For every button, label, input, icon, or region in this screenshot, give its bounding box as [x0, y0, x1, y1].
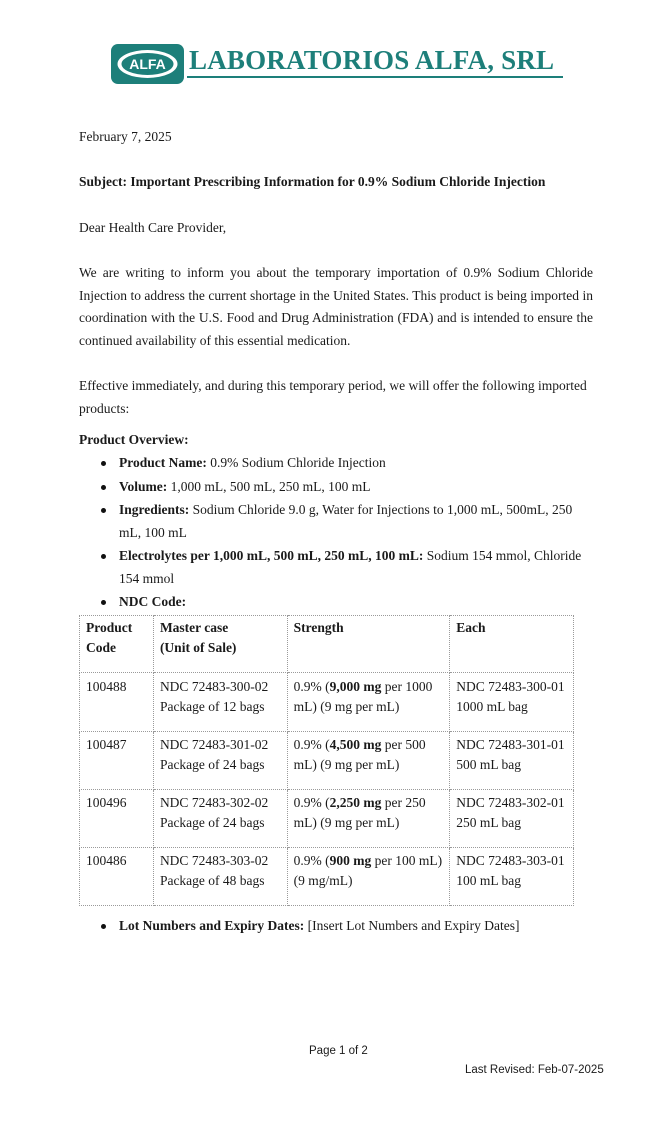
- item-label: Ingredients:: [119, 502, 190, 517]
- bullet-icon: [101, 554, 106, 559]
- cell-product-code: 100486: [80, 848, 154, 906]
- item-label: NDC Code:: [119, 594, 187, 609]
- header-each: Each: [450, 616, 574, 673]
- letter-subject: Subject: Important Prescribing Information for 0.9% Sodium Chloride Injection: [79, 174, 546, 189]
- item-value: 0.9% Sodium Chloride Injection: [206, 455, 386, 470]
- offer-paragraph: Effective immediately, and during this temporary period, we will offer the following imported products:: [79, 378, 587, 416]
- table-header-row: [80, 616, 574, 673]
- cell-master-case: NDC 72483-302-02 Package of 24 bags: [153, 790, 287, 848]
- item-value: [Insert Lot Numbers and Expiry Dates]: [304, 918, 520, 933]
- cell-each: NDC 72483-302-01 250 mL bag: [450, 790, 574, 848]
- item-value: Sodium 154 mmol, Chloride 154 mmol: [119, 548, 582, 586]
- company-header: [111, 44, 566, 88]
- item-label: Electrolytes per 1,000 mL, 500 mL, 250 mL, 100 mL:: [119, 548, 424, 563]
- table-row: [80, 790, 574, 848]
- cell-master-case: NDC 72483-301-02 Package of 24 bags: [153, 732, 287, 790]
- list-item: [79, 545, 593, 590]
- alfa-logo-icon: [111, 44, 184, 84]
- cell-strength: 0.9% (900 mg per 100 mL) (9 mg/mL): [287, 848, 450, 906]
- ndc-table: [79, 615, 574, 906]
- table-row: [80, 848, 574, 906]
- bullet-icon: [101, 461, 106, 466]
- alfa-logo: [111, 44, 184, 84]
- list-item: [79, 915, 593, 938]
- table-row: [80, 673, 574, 732]
- bullet-icon: [101, 924, 106, 929]
- cell-master-case: NDC 72483-303-02 Package of 48 bags: [153, 848, 287, 906]
- item-label: Volume:: [119, 478, 168, 494]
- cell-product-code: 100487: [80, 732, 154, 790]
- item-label: Product Name:: [119, 455, 207, 470]
- lot-list: [79, 915, 593, 939]
- last-revised: Last Revised: Feb-07-2025: [465, 1064, 604, 1076]
- logo-text: ALFA: [129, 56, 166, 72]
- header-underline: [187, 76, 563, 78]
- header-master-case: Master case (Unit of Sale): [153, 616, 287, 673]
- list-item: [79, 476, 593, 499]
- cell-each: NDC 72483-300-01 1000 mL bag: [450, 673, 574, 732]
- company-name: LABORATORIOS ALFA, SRL: [189, 45, 555, 75]
- item-value: 1,000 mL, 500 mL, 250 mL, 100 mL: [167, 478, 371, 494]
- list-item: [79, 452, 593, 475]
- list-item: [79, 499, 593, 544]
- cell-each: NDC 72483-303-01 100 mL bag: [450, 848, 574, 906]
- bullet-icon: [101, 600, 106, 605]
- header-product-code: Product Code: [80, 616, 154, 673]
- overview-heading: Product Overview:: [79, 432, 189, 447]
- cell-product-code: 100488: [80, 673, 154, 732]
- intro-paragraph: We are writing to inform you about the temporary importation of 0.9% Sodium Chloride Injection to address the current shortage in the United States. This product is being imported in coordination with the U.S. Food and Drug Administration (FDA) and is intended to ensure the continued availability of this essential medication.: [79, 265, 593, 348]
- table-row: [80, 732, 574, 790]
- cell-master-case: NDC 72483-300-02 Package of 12 bags: [153, 673, 287, 732]
- letter-salutation: Dear Health Care Provider,: [79, 220, 227, 235]
- letter-date: February 7, 2025: [79, 129, 172, 144]
- header-strength: Strength: [287, 616, 450, 673]
- cell-strength: 0.9% (4,500 mg per 500 mL) (9 mg per mL): [287, 732, 450, 790]
- cell-each: NDC 72483-301-01 500 mL bag: [450, 732, 574, 790]
- bullet-icon: [101, 485, 106, 490]
- item-label: Lot Numbers and Expiry Dates:: [119, 918, 305, 933]
- item-value: Sodium Chloride 9.0 g, Water for Injections to 1,000 mL, 500mL, 250 mL, 100 mL: [119, 502, 573, 540]
- cell-product-code: 100496: [80, 790, 154, 848]
- bullet-icon: [101, 508, 106, 513]
- overview-list: [79, 452, 593, 615]
- cell-strength: 0.9% (9,000 mg per 1000 mL) (9 mg per mL): [287, 673, 450, 732]
- list-item: [79, 591, 593, 614]
- cell-strength: 0.9% (2,250 mg per 250 mL) (9 mg per mL): [287, 790, 450, 848]
- page-number: Page 1 of 2: [309, 1045, 368, 1057]
